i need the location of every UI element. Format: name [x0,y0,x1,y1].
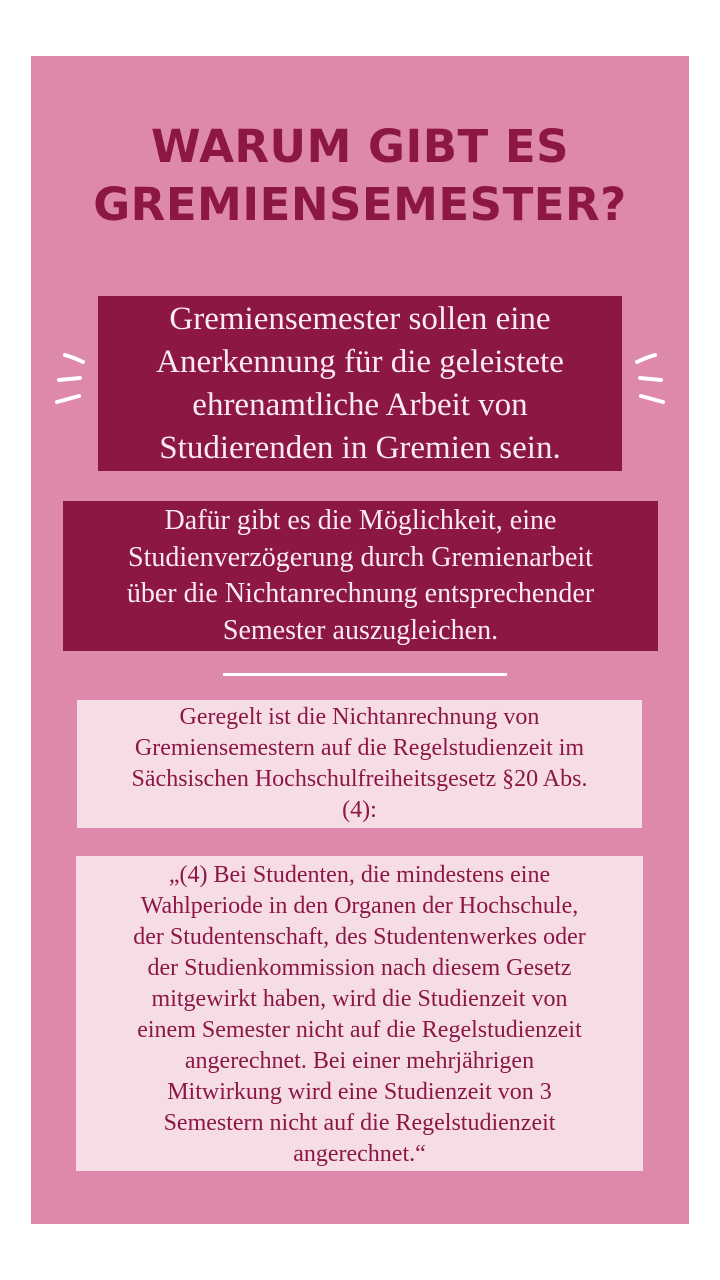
definition-line: ehrenamtliche Arbeit von [192,387,528,423]
possibility-line: Semester auszugleichen. [222,614,499,646]
definition-line: Gremiensemester sollen eine [169,301,551,337]
quote-line: Mitwirkung wird eine Studienzeit von 3 [167,1079,552,1105]
quote-line: der Studienkommission nach diesem Gesetz [147,955,572,981]
regulation-line: (4): [342,797,377,823]
possibility-line: über die Nichtanrechnung entsprechender [126,578,595,609]
definition-line: Studierenden in Gremien sein. [159,430,561,466]
regulation-line: Geregelt ist die Nichtanrechnung von [179,704,540,730]
info-card [31,56,689,1224]
regulation-line: Gremiensemestern auf die Regelstudienzeit im [134,735,585,761]
quote-line: angerechnet.“ [293,1141,426,1167]
quote-line: Wahlperiode in den Organen der Hochschule, [140,893,579,919]
possibility-line: Studienverzögerung durch Gremienarbeit [128,541,593,573]
sparkle-right-icon [629,346,669,416]
title-line-2: GREMIENSEMESTER? [93,178,627,231]
quote-line: mitgewirkt haben, wird die Studienzeit von [151,986,568,1012]
quote-line: Semestern nicht auf die Regelstudienzeit [163,1110,556,1136]
definition-line: Anerkennung für die geleistete [156,344,564,380]
title-line-1: WARUM GIBT ES [150,120,570,173]
definition-box [98,296,622,471]
regulation-box [77,700,642,828]
quote-line: der Studentenschaft, des Studentenwerkes oder [133,924,586,950]
divider-line [223,673,507,676]
page-title [31,118,689,234]
possibility-box [63,501,658,651]
law-quote-box [76,856,643,1171]
regulation-line: Sächsischen Hochschulfreiheitsgesetz §20 Abs. [131,766,588,792]
quote-line: einem Semester nicht auf die Regelstudienzeit [137,1017,582,1043]
sparkle-left-icon [51,346,91,416]
possibility-line: Dafür gibt es die Möglichkeit, eine [164,505,557,536]
quote-line: angerechnet. Bei einer mehrjährigen [184,1048,535,1074]
quote-line: „(4) Bei Studenten, die mindestens eine [168,862,551,888]
